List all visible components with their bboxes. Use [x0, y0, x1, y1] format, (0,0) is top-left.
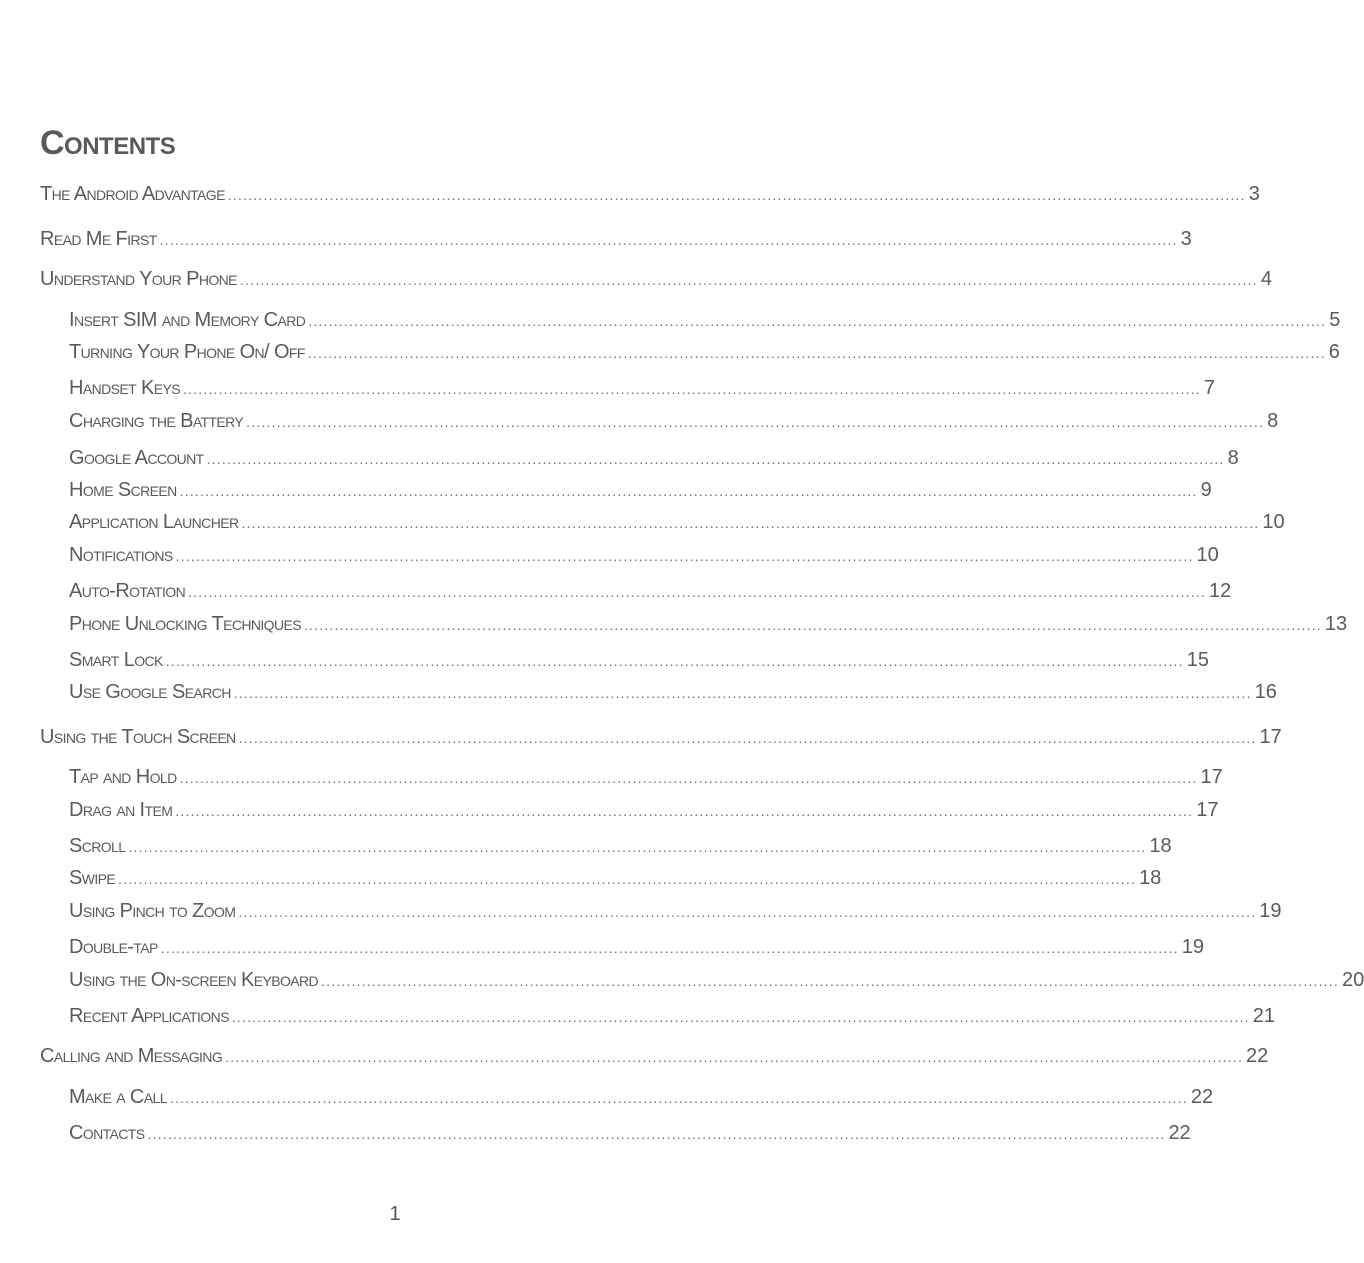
toc-leader-dots: ........................................................................................................................................................................................................ [307, 345, 1326, 361]
toc-entry-label: Smart Lock [69, 649, 163, 671]
toc-entry[interactable] [40, 182, 1260, 207]
page-number: 1 [389, 1203, 401, 1225]
toc-entry-page: 17 [1196, 799, 1219, 821]
toc-leader-dots: ........................................................................................................................................................................................................ [238, 730, 1257, 746]
toc-entry-label: Phone Unlocking Techniques [69, 613, 301, 635]
toc-entry-page: 3 [1248, 183, 1260, 205]
toc-entry-page: 6 [1328, 341, 1340, 363]
toc-leader-dots: ........................................................................................................................................................................................................ [321, 973, 1339, 989]
toc-leader-dots: ........................................................................................................................................................................................................ [206, 451, 1225, 467]
toc-entry[interactable] [69, 409, 1279, 434]
toc-entry[interactable] [69, 446, 1239, 471]
toc-entry[interactable] [69, 376, 1216, 401]
toc-entry-page: 22 [1190, 1086, 1214, 1108]
toc-leader-dots: ........................................................................................................................................................................................................ [308, 313, 1327, 329]
toc-entry[interactable] [69, 579, 1232, 604]
toc-entry-label: Auto-Rotation [69, 580, 186, 602]
toc-entry-label: Google Account [69, 447, 204, 469]
toc-leader-dots: ........................................................................................................................................................................................................ [227, 187, 1246, 203]
toc-entry-label: Using Pinch to Zoom [69, 900, 236, 922]
toc-leader-dots: ........................................................................................................................................................................................................ [147, 1126, 1166, 1142]
toc-entry[interactable] [69, 1085, 1214, 1110]
toc-entry[interactable] [69, 308, 1341, 333]
toc-entry-label: Handset Keys [69, 377, 180, 399]
toc-entry-label: Application Launcher [69, 511, 239, 533]
toc-entry-label: Using the Touch Screen [40, 726, 236, 748]
toc-leader-dots: ........................................................................................................................................................................................................ [238, 904, 1257, 920]
toc-entry[interactable] [69, 1004, 1276, 1029]
toc-entry-page: 10 [1196, 544, 1219, 566]
toc-leader-dots: ........................................................................................................................................................................................................ [118, 871, 1137, 887]
toc-entry[interactable] [69, 899, 1282, 924]
toc-entry-label: Swipe [69, 867, 116, 889]
toc-entry-label: Contacts [69, 1122, 145, 1144]
toc-entry[interactable] [40, 227, 1192, 252]
toc-entry-label: Calling and Messaging [40, 1045, 223, 1067]
toc-entry-label: Recent Applications [69, 1005, 229, 1027]
toc-entry-label: Drag an Item [69, 799, 173, 821]
toc-leader-dots: ........................................................................................................................................................................................................ [188, 584, 1207, 600]
toc-entry[interactable] [69, 798, 1219, 823]
toc-entry-page: 13 [1324, 613, 1348, 635]
toc-leader-dots: ........................................................................................................................................................................................................ [233, 685, 1252, 701]
toc-leader-dots: ........................................................................................................................................................................................................ [175, 803, 1194, 819]
toc-entry[interactable] [69, 478, 1212, 503]
toc-entry[interactable] [69, 866, 1162, 891]
page-title: Contents [40, 124, 176, 162]
toc-leader-dots: ........................................................................................................................................................................................................ [303, 617, 1322, 633]
toc-entry-label: Charging the Battery [69, 410, 244, 432]
toc-entry-page: 12 [1209, 580, 1232, 602]
toc-leader-dots: ........................................................................................................................................................................................................ [128, 839, 1147, 855]
toc-entry-page: 8 [1227, 447, 1239, 469]
toc-leader-dots: ........................................................................................................................................................................................................ [179, 483, 1198, 499]
toc-entry[interactable] [40, 1044, 1269, 1069]
toc-entry-label: Insert SIM and Memory Card [69, 309, 306, 331]
toc-leader-dots: ........................................................................................................................................................................................................ [159, 232, 1178, 248]
toc-entry-page: 22 [1246, 1045, 1269, 1067]
toc-entry-page: 15 [1186, 649, 1209, 671]
toc-entry-label: Turning Your Phone On/ Off [69, 341, 305, 363]
toc-entry-page: 3 [1180, 228, 1192, 250]
toc-entry[interactable] [69, 543, 1219, 568]
toc-entry[interactable] [69, 648, 1209, 673]
toc-leader-dots: ........................................................................................................................................................................................................ [165, 653, 1184, 669]
toc-entry-page: 20 [1341, 969, 1364, 991]
toc-entry-label: Scroll [69, 835, 126, 857]
toc-entry[interactable] [69, 935, 1204, 960]
toc-entry-page: 22 [1168, 1122, 1191, 1144]
toc-entry-page: 10 [1262, 511, 1285, 533]
toc-entry-page: 9 [1200, 479, 1212, 501]
toc-entry[interactable] [40, 267, 1272, 292]
toc-leader-dots: ........................................................................................................................................................................................................ [231, 1009, 1250, 1025]
toc-leader-dots: ........................................................................................................................................................................................................ [241, 515, 1260, 531]
toc-entry-page: 19 [1259, 900, 1282, 922]
toc-leader-dots: ........................................................................................................................................................................................................ [246, 414, 1265, 430]
toc-entry-page: 21 [1252, 1005, 1276, 1027]
toc-entry-page: 16 [1254, 681, 1277, 703]
toc-entry-page: 17 [1200, 766, 1223, 788]
toc-leader-dots: ........................................................................................................................................................................................................ [169, 1090, 1188, 1106]
toc-entry-page: 18 [1149, 835, 1172, 857]
toc-entry-page: 7 [1203, 377, 1216, 399]
toc-leader-dots: ........................................................................................................................................................................................................ [160, 940, 1179, 956]
toc-entry[interactable] [69, 510, 1285, 535]
toc-entry-label: Using the On-screen Keyboard [69, 969, 319, 991]
toc-entry[interactable] [69, 340, 1340, 365]
toc-entry-page: 8 [1267, 410, 1279, 432]
toc-entry-label: Understand Your Phone [40, 268, 237, 290]
toc-entry[interactable] [69, 680, 1277, 705]
toc-entry-label: Tap and Hold [69, 766, 177, 788]
toc-entry[interactable] [69, 765, 1223, 790]
toc-entry-label: The Android Advantage [40, 183, 225, 205]
toc-entry[interactable] [40, 725, 1282, 750]
toc-entry[interactable] [69, 834, 1172, 859]
toc-entry-page: 19 [1181, 936, 1204, 958]
toc-leader-dots: ........................................................................................................................................................................................................ [179, 770, 1198, 786]
toc-leader-dots: ........................................................................................................................................................................................................ [225, 1049, 1244, 1065]
toc-leader-dots: ........................................................................................................................................................................................................ [175, 548, 1194, 564]
toc-entry[interactable] [69, 612, 1348, 637]
toc-entry-label: Notifications [69, 544, 173, 566]
toc-entry-page: 18 [1139, 867, 1162, 889]
toc-entry-page: 5 [1329, 309, 1341, 331]
toc-leader-dots: ........................................................................................................................................................................................................ [239, 272, 1258, 288]
toc-entry-label: Home Screen [69, 479, 177, 501]
toc-entry-page: 4 [1260, 268, 1272, 290]
toc-entry[interactable] [69, 1121, 1191, 1146]
toc-entry-label: Make a Call [69, 1086, 167, 1108]
toc-entry-label: Use Google Search [69, 681, 231, 703]
toc-leader-dots: ........................................................................................................................................................................................................ [182, 381, 1201, 397]
toc-entry-page: 17 [1259, 726, 1282, 748]
toc-entry-label: Read Me First [40, 228, 157, 250]
toc-entry-label: Double-tap [69, 936, 158, 958]
toc-entry[interactable] [69, 968, 1364, 993]
